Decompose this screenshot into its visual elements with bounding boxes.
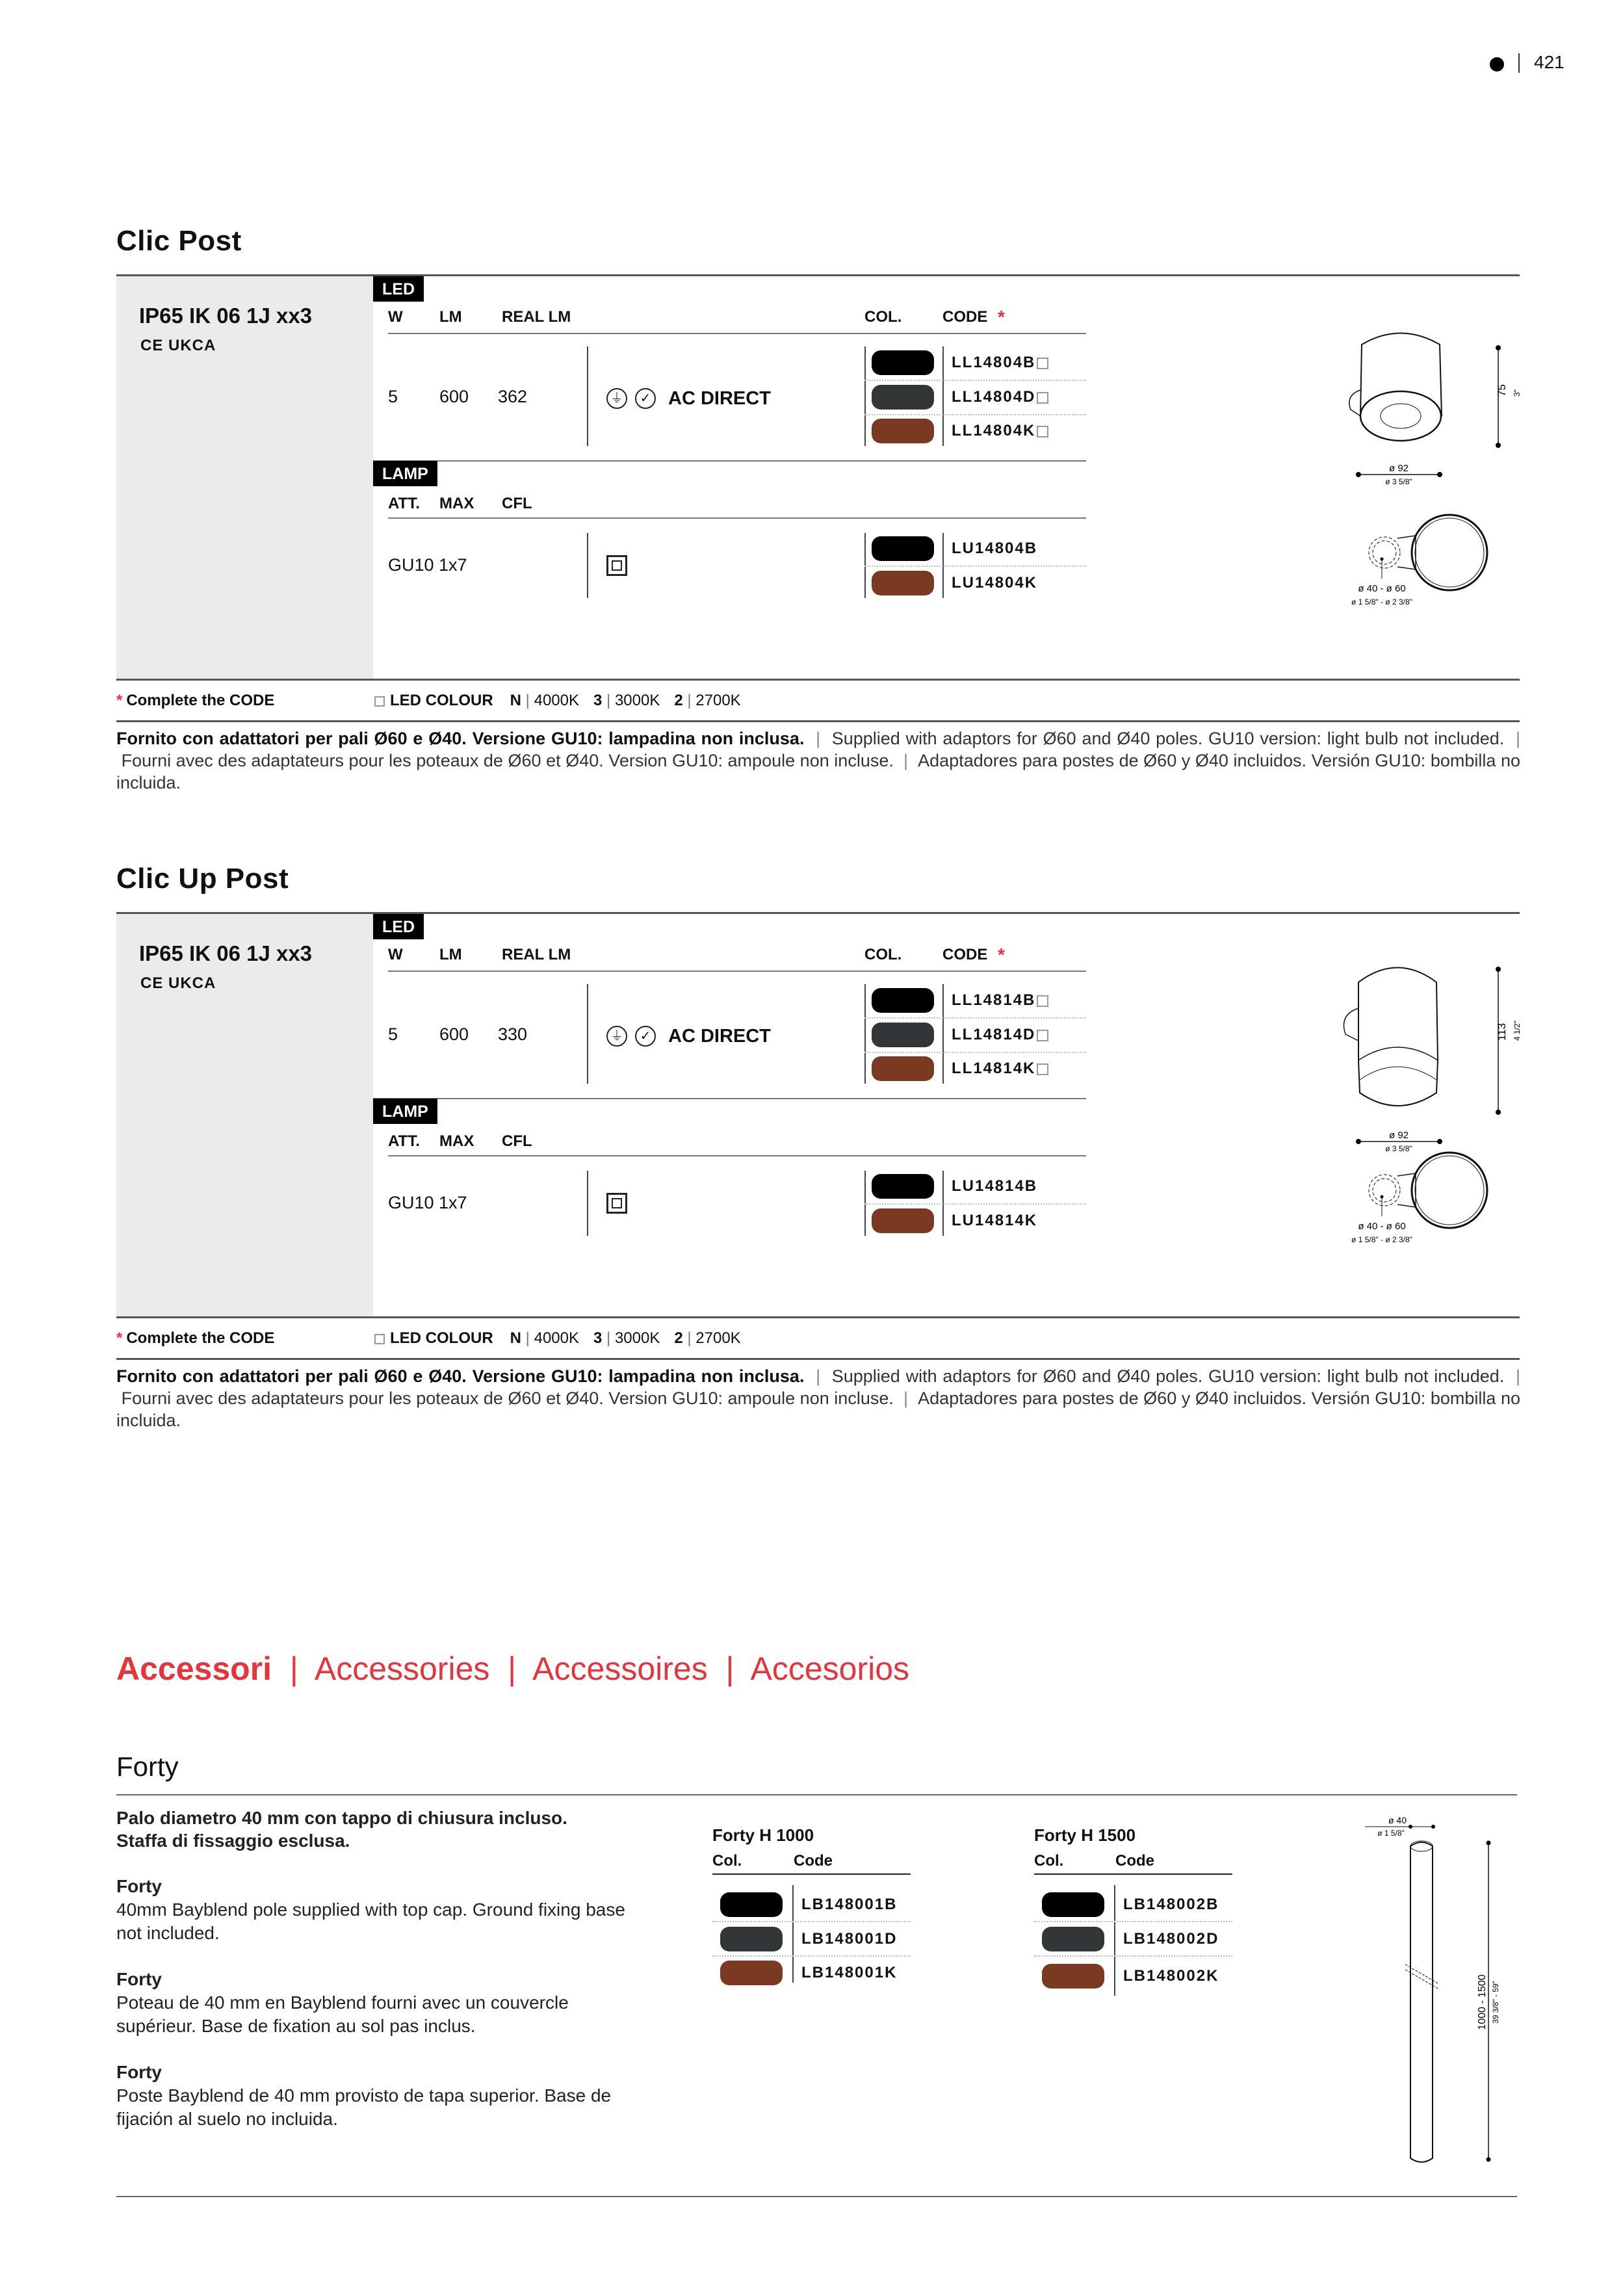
colour-swatch <box>872 536 934 561</box>
code-asterisk: * <box>998 307 1005 327</box>
led-colour-placeholder-icon <box>1037 1030 1048 1041</box>
colour-swatch <box>1042 1964 1104 1989</box>
col-header: Col. <box>712 1852 742 1870</box>
colour-swatch <box>872 1174 934 1199</box>
row-divider <box>1034 1921 1232 1922</box>
colour-swatch <box>872 350 934 375</box>
row-divider <box>864 1052 1086 1053</box>
value-w: 5 <box>388 387 398 406</box>
code-text: LL14814K <box>952 1060 1036 1077</box>
led-colour-placeholder-icon <box>1037 1063 1048 1075</box>
pipe: | <box>893 751 918 770</box>
row-divider <box>712 1921 911 1922</box>
lamp-value: GU10 1x7 <box>388 555 467 575</box>
header-att: ATT. <box>388 495 420 512</box>
row-divider <box>1034 1955 1232 1957</box>
intro-line: Staffa di fissaggio esclusa. <box>116 1831 350 1851</box>
block-line: Poteau de 40 mm en Bayblend fourni avec un couvercle <box>116 1992 569 2013</box>
led-tag: LED <box>373 914 424 939</box>
colour-swatch <box>1042 1927 1104 1951</box>
pipe: | <box>893 1389 918 1408</box>
col-header: Col. <box>1034 1852 1064 1870</box>
block-line: not included. <box>116 1923 220 1943</box>
dim-height: 75 <box>1496 384 1508 397</box>
product-code: LB148002K <box>1123 1967 1219 1985</box>
led-colour-legend <box>373 692 755 710</box>
code-text: LL14804K <box>952 422 1036 439</box>
dim-pole-dia: ø 40 <box>1388 1815 1407 1825</box>
earth-icon: ⏚ <box>606 388 627 409</box>
luminaire-drawing <box>1319 956 1527 1249</box>
led-colour-placeholder-icon <box>1037 392 1048 404</box>
option-key: N <box>510 692 522 709</box>
desc-es: Adaptadores para postes de Ø60 y Ø40 incluidos. Versión GU10: bombilla no incluida. <box>116 1389 1520 1430</box>
option-value: 4000K <box>534 1329 579 1347</box>
desc-rule <box>116 1358 1520 1360</box>
product-code: LB148001D <box>801 1930 898 1948</box>
lamp-header-rule <box>388 517 1086 519</box>
block-title: Forty <box>116 1876 162 1896</box>
page-number: 421 <box>1534 52 1565 72</box>
check-circle-icon: ✓ <box>635 388 656 409</box>
colour-swatch <box>872 571 934 595</box>
ip-rating: IP65 IK 06 1J xx3 <box>139 304 313 328</box>
block-line: supérieur. Base de fixation au sol pas inclus. <box>116 2016 476 2036</box>
option-value: 4000K <box>534 692 579 709</box>
table-title: Forty H 1000 <box>712 1825 814 1845</box>
block-line: Poste Bayblend de 40 mm provisto de tapa superior. Base de <box>116 2085 612 2106</box>
led-header-rule <box>388 971 1086 972</box>
code-asterisk: * <box>998 945 1005 965</box>
product-code: LB148002D <box>1123 1930 1219 1948</box>
row-divider <box>864 1017 1086 1019</box>
block-title: Forty <box>116 1969 162 1989</box>
led-colour-legend <box>373 1329 755 1348</box>
value-lm: 600 <box>439 387 469 406</box>
complete-label: Complete the CODE <box>126 692 275 709</box>
accessories-heading <box>116 1650 909 1688</box>
led-colour-placeholder-icon <box>1037 358 1048 369</box>
colour-swatch <box>720 1892 783 1917</box>
intro-line: Palo diametro 40 mm con tappo di chiusura incluso. <box>116 1808 567 1828</box>
desc-it: Fornito con adattatori per pali Ø60 e Ø40. Versione GU10: lampadina non inclusa. <box>116 1366 805 1386</box>
placeholder-icon <box>374 696 385 707</box>
row-divider <box>864 1203 1086 1205</box>
product-code: LU14804K <box>952 574 1038 592</box>
separator <box>1518 53 1520 73</box>
product-code: LB148002B <box>1123 1896 1219 1913</box>
bottom-rule <box>116 2196 1517 2197</box>
luminaire-drawing <box>1319 319 1527 611</box>
divider <box>1114 1885 1115 1996</box>
product-code <box>952 354 1048 372</box>
divider <box>587 1171 588 1236</box>
pipe: | <box>521 692 534 709</box>
row-divider <box>864 414 1086 415</box>
row-divider <box>712 1955 911 1957</box>
value-w: 5 <box>388 1024 398 1044</box>
header-cfl: CFL <box>502 1132 532 1150</box>
led-colour-label: LED COLOUR <box>390 692 493 709</box>
header-real_lm: REAL LM <box>502 946 571 963</box>
block-line: fijación al suelo no incluida. <box>116 2109 338 2129</box>
product-code <box>952 1060 1048 1078</box>
heading-0: Accessori <box>116 1650 272 1687</box>
colour-swatch <box>872 988 934 1013</box>
option-key: 3 <box>593 1329 603 1347</box>
desc-fr: Fourni avec des adaptateurs pour les poteaux de Ø60 et Ø40. Version GU10: ampoule non incluse. <box>121 1389 894 1408</box>
pole-svg <box>1358 1814 1527 2178</box>
pipe: | <box>116 729 1520 770</box>
option-key: 2 <box>674 1329 683 1347</box>
divider <box>792 1885 794 1983</box>
divider <box>942 346 944 446</box>
header-max: MAX <box>439 495 474 512</box>
class-ii-icon <box>606 1193 627 1214</box>
divider <box>587 533 588 598</box>
product-code <box>952 991 1048 1010</box>
earth-icon: ⏚ <box>606 1026 627 1047</box>
value-real-lm: 330 <box>498 1024 528 1044</box>
colour-swatch <box>872 1056 934 1081</box>
code-header: Code <box>794 1852 833 1870</box>
header-code: CODE <box>942 308 988 326</box>
lamp-tag: LAMP <box>373 461 437 486</box>
dim-pole: ø 40 - ø 60 <box>1358 583 1406 594</box>
led-header-rule <box>388 333 1086 334</box>
header-att: ATT. <box>388 1132 420 1150</box>
pipe: | <box>602 1329 615 1347</box>
lamp-top-rule <box>373 460 1086 462</box>
table-rule <box>1034 1873 1232 1875</box>
colour-swatch <box>720 1961 783 1985</box>
product-code <box>952 422 1048 440</box>
led-colour-placeholder-icon <box>1037 995 1048 1007</box>
row-divider <box>864 566 1086 567</box>
heading-1: Accessories <box>314 1650 490 1687</box>
description <box>116 1365 1520 1431</box>
dim-diameter-in: ø 3 5/8" <box>1385 477 1412 486</box>
ce-ukca-marks: CE UKCA <box>140 974 216 992</box>
code-text: LL14814D <box>952 1026 1036 1043</box>
product-code: LB148001B <box>801 1896 898 1913</box>
check-circle-icon: ✓ <box>635 1026 656 1047</box>
header-col: COL. <box>864 308 902 326</box>
product-code: LU14814K <box>952 1212 1038 1229</box>
dim-diameter: ø 92 <box>1388 463 1409 474</box>
dim-pole: ø 40 - ø 60 <box>1358 1221 1406 1232</box>
dim-diameter-in: ø 3 5/8" <box>1385 1144 1412 1153</box>
dim-pole-length-in: 39 3/8" - 59" <box>1491 1981 1500 2024</box>
row-divider <box>864 380 1086 381</box>
pipe: | <box>707 1650 751 1687</box>
footer-rule <box>116 679 1520 681</box>
divider <box>587 346 588 446</box>
power-type: AC DIRECT <box>668 1026 771 1047</box>
header-lm: LM <box>439 308 462 326</box>
option-value: 2700K <box>695 1329 741 1347</box>
heading-3: Accesorios <box>750 1650 910 1687</box>
product-section <box>0 221 1623 806</box>
colour-swatch <box>720 1927 783 1951</box>
accessory-title: Forty <box>116 1751 179 1782</box>
technical-drawing <box>1319 956 1527 1249</box>
ce-ukca-marks: CE UKCA <box>140 337 216 354</box>
option-value: 3000K <box>614 1329 660 1347</box>
product-code <box>952 388 1048 406</box>
value-real-lm: 362 <box>498 387 528 406</box>
divider <box>864 346 866 446</box>
heading-2: Accessoires <box>532 1650 708 1687</box>
colour-swatch <box>1042 1892 1104 1917</box>
pipe: | <box>804 1366 832 1386</box>
pipe: | <box>804 729 832 748</box>
dim-pole-in: ø 1 5/8" - ø 2 3/8" <box>1351 1235 1412 1244</box>
pipe: | <box>521 1329 534 1347</box>
placeholder-icon <box>374 1334 385 1344</box>
code-header: Code <box>1115 1852 1154 1870</box>
lamp-header-rule <box>388 1155 1086 1156</box>
lamp-top-rule <box>373 1098 1086 1099</box>
option-key: 3 <box>593 692 603 709</box>
dim-pole-length: 1000 - 1500 <box>1477 1974 1488 2030</box>
header-max: MAX <box>439 1132 474 1150</box>
code-text: LL14814B <box>952 991 1036 1009</box>
asterisk: * <box>116 1329 123 1347</box>
divider <box>587 984 588 1084</box>
header-w: W <box>388 308 403 326</box>
option-value: 2700K <box>695 692 741 709</box>
header-real_lm: REAL LM <box>502 308 571 326</box>
asterisk: * <box>116 692 123 709</box>
pipe: | <box>489 1650 533 1687</box>
class-ii-icon <box>606 555 627 576</box>
code-text: LL14804D <box>952 388 1036 406</box>
code-text: LL14804B <box>952 354 1036 371</box>
table-rule <box>712 1873 911 1875</box>
product-code <box>952 1026 1048 1044</box>
product-code: LB148001K <box>801 1964 898 1981</box>
pole-drawing <box>1358 1814 1527 2178</box>
colour-swatch <box>872 419 934 443</box>
header-w: W <box>388 946 403 963</box>
section-title: Clic Up Post <box>116 863 289 894</box>
product-section <box>0 859 1623 1444</box>
lamp-value: GU10 1x7 <box>388 1193 467 1212</box>
divider <box>942 984 944 1084</box>
colour-swatch <box>872 1208 934 1233</box>
desc-fr: Fourni avec des adaptateurs pour les poteaux de Ø60 et Ø40. Version GU10: ampoule non incluse. <box>121 751 894 770</box>
dim-height: 113 <box>1496 1023 1508 1041</box>
header-lm: LM <box>439 946 462 963</box>
desc-it: Fornito con adattatori per pali Ø60 e Ø40. Versione GU10: lampadina non inclusa. <box>116 729 805 748</box>
desc-rule <box>116 720 1520 722</box>
option-key: 2 <box>674 692 683 709</box>
header-code: CODE <box>942 946 988 963</box>
desc-en: Supplied with adaptors for Ø60 and Ø40 poles. GU10 version: light bulb not included. <box>831 729 1505 748</box>
option-key: N <box>510 1329 522 1347</box>
complete-code-note <box>116 1329 274 1348</box>
dim-height-in: 4 1/2" <box>1513 1021 1522 1041</box>
divider <box>864 984 866 1084</box>
product-code: LU14814B <box>952 1177 1038 1195</box>
ip-rating: IP65 IK 06 1J xx3 <box>139 941 313 965</box>
desc-en: Supplied with adaptors for Ø60 and Ø40 poles. GU10 version: light bulb not included. <box>831 1366 1505 1386</box>
bullet-icon <box>1490 57 1504 72</box>
dim-height-in: 3" <box>1513 389 1522 397</box>
dim-pole-dia-in: ø 1 5/8" <box>1377 1829 1405 1838</box>
pipe: | <box>116 1366 1520 1408</box>
technical-drawing <box>1319 319 1527 611</box>
header-cfl: CFL <box>502 495 532 512</box>
section-title: Clic Post <box>116 225 242 257</box>
table-title: Forty H 1500 <box>1034 1825 1136 1845</box>
desc-es: Adaptadores para postes de Ø60 y Ø40 incluidos. Versión GU10: bombilla no incluida. <box>116 751 1520 792</box>
colour-swatch <box>872 1023 934 1047</box>
footer-rule <box>116 1316 1520 1318</box>
dim-diameter: ø 92 <box>1388 1130 1409 1141</box>
block-title: Forty <box>116 2062 162 2082</box>
power-type: AC DIRECT <box>668 388 771 409</box>
header-col: COL. <box>864 946 902 963</box>
block-line: 40mm Bayblend pole supplied with top cap. Ground fixing base <box>116 1899 625 1920</box>
value-lm: 600 <box>439 1024 469 1044</box>
lamp-tag: LAMP <box>373 1099 437 1124</box>
pipe: | <box>682 692 696 709</box>
description <box>116 727 1520 794</box>
complete-code-note <box>116 692 274 710</box>
colour-swatch <box>872 385 934 410</box>
product-code: LU14804B <box>952 540 1038 557</box>
complete-label: Complete the CODE <box>126 1329 275 1347</box>
option-value: 3000K <box>614 692 660 709</box>
led-tag: LED <box>373 276 424 302</box>
pipe: | <box>602 692 615 709</box>
pipe: | <box>682 1329 696 1347</box>
led-colour-placeholder-icon <box>1037 426 1048 437</box>
dim-pole-in: ø 1 5/8" - ø 2 3/8" <box>1351 597 1412 607</box>
led-colour-label: LED COLOUR <box>390 1329 493 1347</box>
pipe: | <box>272 1650 315 1687</box>
accessory-rule <box>116 1794 1517 1795</box>
